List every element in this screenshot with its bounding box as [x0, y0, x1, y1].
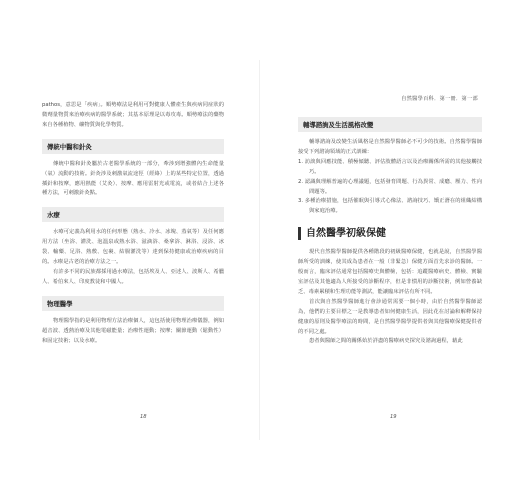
right-column: [298, 117, 482, 347]
paragraph: 首次與自然醫學醫師進行會診通常需要一個小時，由於自然醫學醫師認為，他們的主要目標之一是教導患者如何健康生活，因此花在討論和解釋保持健康的原則及醫學療法的時間，是自然醫學醫學提供者與其他醫療保健提供者的不同之處。: [298, 298, 482, 335]
page-number: 19: [390, 414, 397, 420]
section-heading-hydrotherapy: 水療: [42, 207, 224, 222]
left-column: [42, 101, 224, 347]
section-heading-physical-medicine: 物理醫學: [42, 296, 224, 311]
paragraph: 輔導諮詢及改變生活風格是自然醫學醫師必不可少的技術。自然醫學醫師接受下列諮詢領域的正式訓練：: [298, 139, 482, 155]
list-item: 2. 認識與理解普遍的心理議題，包括發育問題、行為異常、成癮、壓力、性向問題等。: [298, 178, 482, 195]
section-heading-tcm-acupuncture: 傳統中醫和針灸: [42, 139, 224, 154]
list-item: 1. 訪談與回應技能、積極傾聽、評估肢體語言以及治療關係所需的其他接觸技巧。: [298, 158, 482, 175]
paragraph: 水療可定義為利用水的任何形態（熱水、冷水、冰塊、蒸氣等）及任何應用方法（坐浴、灌洗、泡溫泉或熱水浴、滋滴浴、桑拿浴、淋浴、浸浴、冰袋、輸藥、足浴、熱敷、包裹、結腸灌洗等）達到保持健康或治療疾病的目的。水療是古老的治療方法之一。: [42, 229, 224, 266]
list-item: 3. 多種治療措施，包括催眠與引導式心像法、諮詢技巧、矯正潛在的組織結構與家庭治療。: [298, 198, 482, 215]
section-heading-primary-care: 自然醫學初級保健: [298, 227, 482, 240]
page-number: 18: [140, 414, 147, 420]
paragraph: 有許多不同的民族都採用過水療法，包括埃及人、亞述人、波斯人、希臘人、希伯來人、印度教徒和中國人。: [42, 268, 224, 285]
right-page: [260, 0, 520, 500]
paragraph: 現代自然醫學醫師提供各種階段的初級醫療保健，也就是說，自然醫學醫師所受的訓練，使其成為患者在一般（非緊急）保健方面首先求診的醫師。一般而言，臨床評估通常包括醫療史與體檢，包括：追蹤醫療病史、體檢、實驗室評估及其他適為人所接受的診斷程序，但是非慣用的診斷技術，例如營養缺乏、毒素累積和生理功能等測試，能讓臨床評估有所不同。: [298, 249, 482, 295]
paragraph: 患者與醫師之間的關係始於詳盡的醫療病史探究及諮詢過程，藉此: [309, 338, 463, 345]
paragraph: 傳統中醫和針灸屬於古老醫學系統的一部分，牽涉到增強體內生命能量（氣）流動的技術。針灸涉及刺激氣流途徑（經絡）上的某些特定位置，透過插針和按摩，應用熱能（艾灸）、按摩、應用雷射光或電流，或者結合上述各種方法，可刺激針灸點。: [42, 160, 224, 197]
section-heading-counseling: 輔導諮詢及生活風格改變: [298, 117, 482, 132]
intro-paragraph: pathos，意思是「疾病」。順勢療法是利用可對健康人體產生與疾病同症狀的微劑量物質來治療疾病的醫學系統；其基本原理是以毒攻毒。順勢療法的藥物來自各種植物、礦物質與化學物質。: [42, 102, 224, 128]
paragraph: 物理醫學指的是利用物理方法治療個人，這包括使用物理治療儀器，例如超音波、透熱治療及其他電磁能量；治療性運動；按摩；關節運動（鬆動性）和固定技術；以及水療。: [42, 317, 224, 344]
running-head: 自然醫學百科．第一冊．第一部: [401, 96, 478, 102]
